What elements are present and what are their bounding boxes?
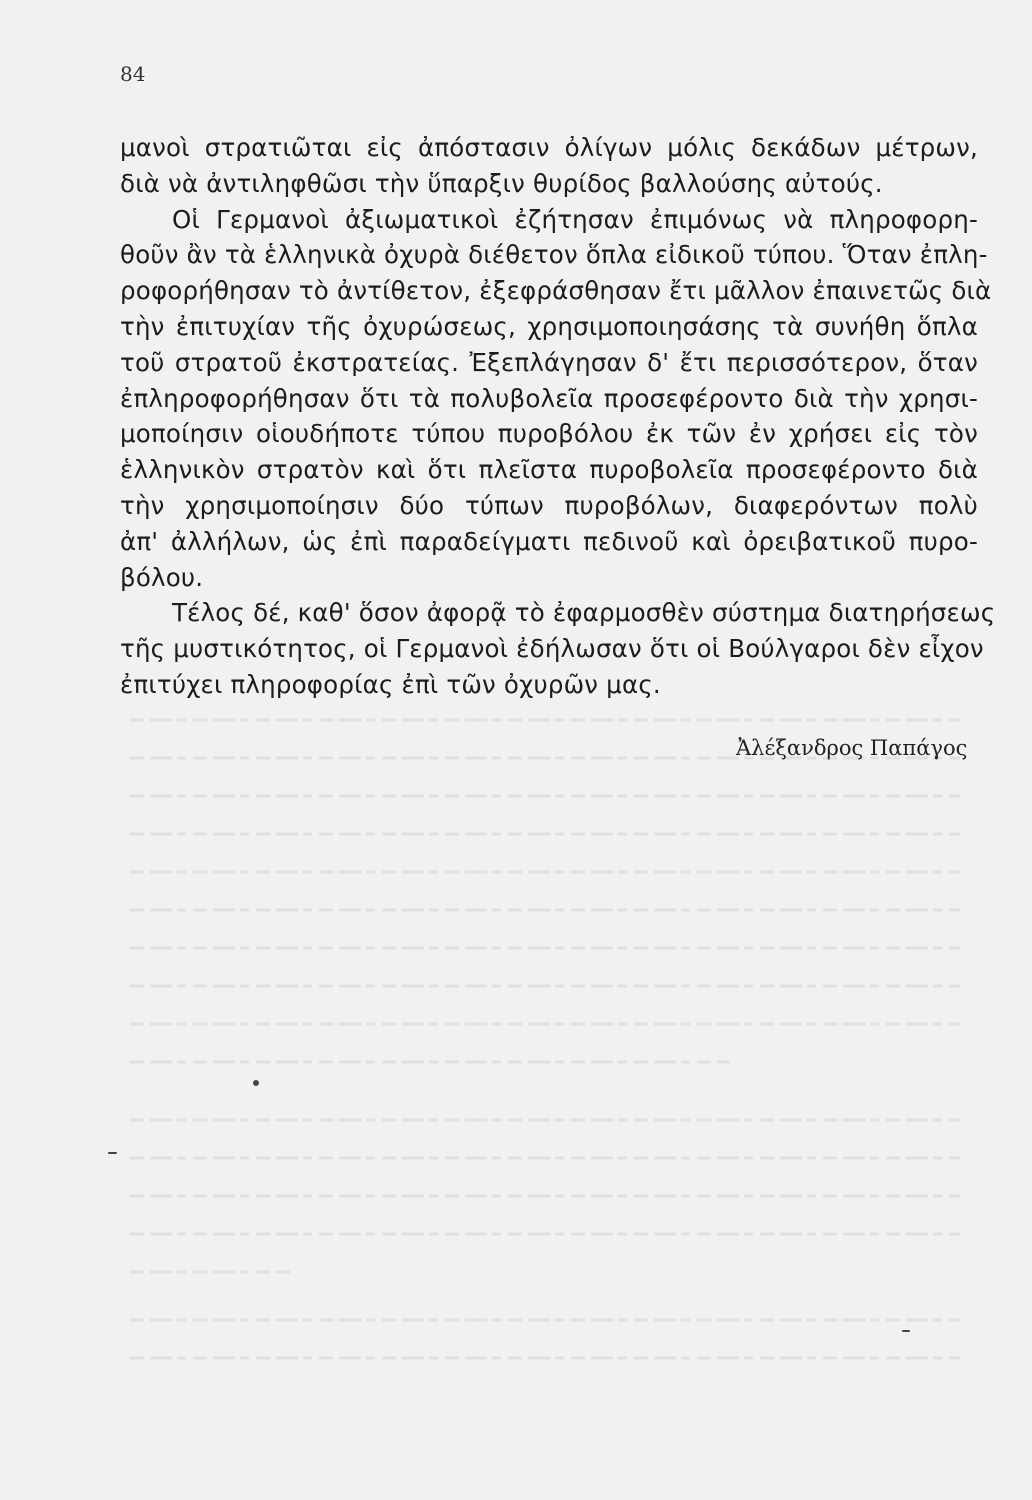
text-line: ἐπληροφορήθησαν ὅτι τὰ πολυβολεῖα προσεφέροντο διὰ τὴν χρησι- [120, 383, 978, 413]
paragraph [120, 595, 996, 702]
text-line: ἐπιτύχει πληροφορίας ἐπὶ τῶν ὀχυρῶν μας. [120, 669, 661, 699]
text-line: θοῦν ἂν τὰ ἑλληνικὰ ὀχυρὰ διέθετον ὅπλα εἰδικοῦ τύπου. Ὅταν ἐπλη- [120, 240, 988, 270]
text-line: τοῦ στρατοῦ ἐκστρατείας. Ἐξεπλάγησαν δ' ἔτι περισσότερον, ὅταν [120, 347, 978, 377]
paragraph [120, 130, 978, 202]
text-line: τὴν ἐπιτυχίαν τῆς ὀχυρώσεως, χρησιμοποιησάσης τὰ συνήθη ὅπλα [120, 311, 978, 341]
text-line: ἀπ' ἀλλήλων, ὡς ἐπὶ παραδείγματι πεδινοῦ καὶ ὀρειβατικοῦ πυρο- [120, 526, 978, 556]
body-text [120, 130, 996, 703]
text-line: μανοὶ στρατιῶται εἰς ἀπόστασιν ὀλίγων μόλις δεκάδων μέτρων, [120, 133, 978, 162]
text-line: τὴν χρησιμοποίησιν δύο τύπων πυροβόλων, διαφερόντων πολὺ [120, 490, 978, 520]
bleed-through-texture [130, 700, 960, 1400]
text-line: Τέλος δέ, καθ' ὅσον ἀφορᾷ τὸ ἐφαρμοσθὲν σύστημα διατηρήσεως [172, 598, 996, 628]
text-line: Οἱ Γερμανοὶ ἀξιωματικοὶ ἐζήτησαν ἐπιμόνως νὰ πληροφορη- [172, 204, 978, 234]
text-line: διὰ νὰ ἀντιληφθῶσι τὴν ὕπαρξιν θυρίδος βαλλούσης αὐτούς. [120, 168, 883, 198]
author-signature: Ἀλέξανδρος Παπάγος [736, 736, 968, 760]
text-line: μοποίησιν οἱουδήποτε τύπου πυροβόλου ἐκ τῶν ἐν χρήσει εἰς τὸν [120, 419, 978, 449]
ink-speck [253, 1080, 259, 1086]
text-line: βόλου. [120, 562, 204, 592]
paragraph [120, 202, 992, 596]
ink-speck [108, 1152, 117, 1154]
text-line: ροφορήθησαν τὸ ἀντίθετον, ἐξεφράσθησαν ἔτι μᾶλλον ἐπαινετῶς διὰ [120, 276, 992, 306]
text-line: ἑλληνικὸν στρατὸν καὶ ὅτι πλεῖστα πυροβολεῖα προσεφέροντο διὰ [120, 455, 978, 485]
text-line: τῆς μυστικότητος, οἱ Γερμανοὶ ἐδήλωσαν ὅτι οἱ Βούλγαροι δὲν εἶχον [120, 634, 984, 664]
page-number: 84 [120, 62, 146, 86]
ink-speck [902, 1330, 910, 1332]
